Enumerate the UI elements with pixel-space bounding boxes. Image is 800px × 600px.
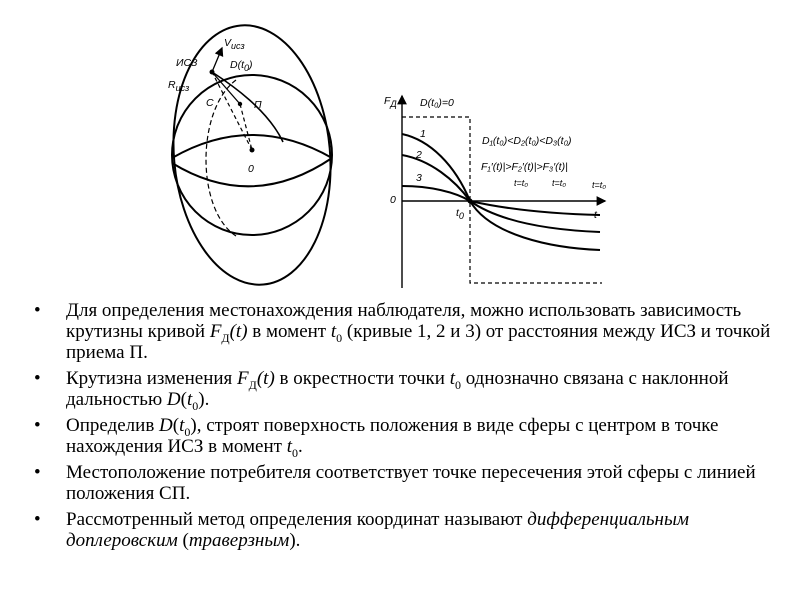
bullet-list (32, 300, 772, 556)
bullet-item: • Для определения местонахождения наблюдателя, можно использовать зависимость крутизны кривой $F_Д(t)$ в момент $t_0$ (кривые 1, 2 и 3) от расстояния между ИСЗ и точкой приема П. (32, 300, 772, 363)
curve-1 (402, 134, 600, 250)
label-velocity: Vисз (224, 37, 245, 51)
curve-2-label: 2 (416, 149, 422, 161)
figure-panel (0, 0, 800, 295)
label-point-c: С (206, 97, 214, 109)
label-radius: Rисз (168, 79, 190, 93)
sphere-diagram (163, 19, 341, 292)
origin-label: 0 (390, 194, 396, 206)
earth-circle (172, 75, 332, 235)
label-satellite: ИСЗ (176, 57, 198, 69)
slope-condition-2: t=t₀ (552, 178, 567, 188)
slope-condition-1: t=t₀ (514, 178, 529, 188)
center-point (250, 148, 255, 153)
slope-condition-3: t=t₀ (592, 180, 607, 190)
curve-3-label: 3 (416, 172, 422, 184)
observer-point (238, 102, 242, 106)
bullet-item: • Местоположение потребителя соответствует точке пересечения этой сферы с линией положения СП. (32, 462, 772, 504)
bullet-item: • Крутизна изменения $F_Д(t)$ в окрестности точки $t_0$ однозначно связана с наклонной дальностью $D(t_0)$. (32, 368, 772, 410)
label-center-o: 0 (248, 163, 254, 175)
label-point-p: П (254, 99, 262, 111)
y-axis-label: FД (384, 95, 397, 109)
t0-point (468, 199, 473, 204)
equator-arc-upper (172, 135, 332, 158)
label-slant-range: D(t0) (230, 59, 253, 73)
bullet-item: • Рассмотренный метод определения координат называют дифференциальным доплеровским (траверзным). (32, 509, 772, 551)
curve-1-label: 1 (420, 128, 426, 140)
satellite-point (210, 70, 215, 75)
range-inequality: D₁(t₀)<D₂(t₀)<D₃(t₀) (482, 135, 572, 147)
slope-inequality: F₁′(t)|>F₂′(t)|>F₃′(t)| (481, 161, 568, 173)
observer-to-center (240, 104, 252, 150)
velocity-arrow (212, 48, 222, 72)
t0-label: t0 (456, 207, 464, 221)
doppler-graph (384, 95, 606, 288)
zero-range-label: D(t₀)=0 (420, 97, 454, 109)
bullet-item: • Определив $D(t_0)$, строят поверхность положения в виде сферы с центром в точке нахождения ИСЗ в момент $t_0$. (32, 415, 772, 457)
x-axis-label: t (594, 209, 597, 221)
